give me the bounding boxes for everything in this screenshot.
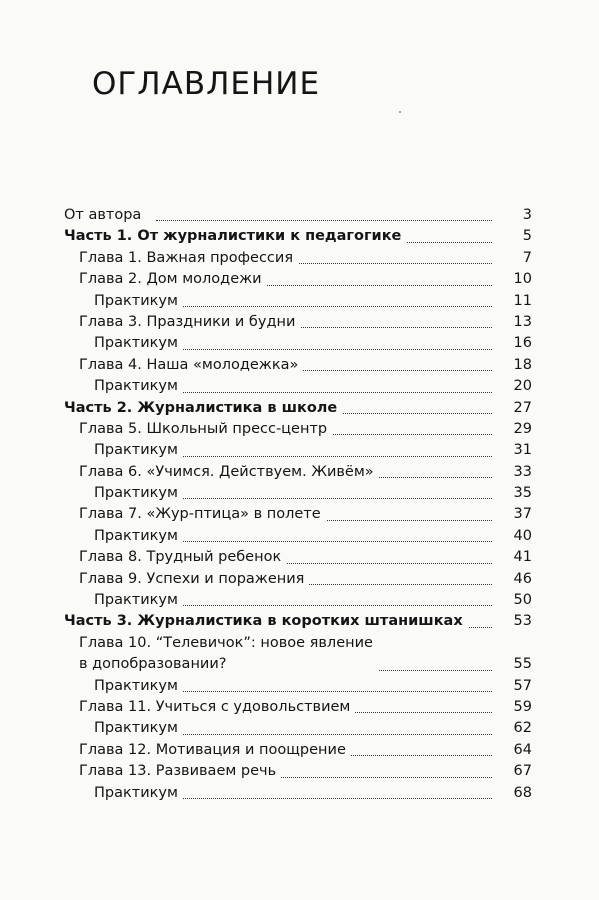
toc-page-number: 59	[513, 699, 532, 715]
toc-chapter-entry	[64, 355, 532, 376]
toc-entry-title: Практикум	[94, 291, 183, 312]
toc-practicum-entry	[64, 590, 532, 611]
toc-practicum-entry	[64, 676, 532, 697]
toc-dot-leader	[156, 498, 492, 499]
toc-page-number: 68	[513, 784, 532, 801]
toc-page-number: 37	[513, 506, 532, 523]
toc-page-number: 50	[513, 592, 532, 609]
toc-page-number: 3	[522, 207, 532, 223]
table-of-contents	[64, 205, 532, 804]
toc-page-number: 55	[513, 656, 532, 673]
toc-practicum-entry	[64, 291, 532, 312]
toc-entry-title: Глава 10. “Телевичок”: новое явление в допобразовании?	[79, 633, 378, 676]
toc-chapter-entry	[64, 462, 532, 483]
toc-practicum-entry	[64, 483, 532, 504]
toc-page-number: 20	[513, 378, 532, 395]
toc-entry-title: Часть 2. Журналистика в школе	[64, 398, 342, 419]
toc-chapter-entry	[64, 312, 532, 333]
toc-dot-leader	[156, 691, 492, 692]
toc-page-number: 10	[513, 271, 532, 288]
toc-practicum-entry	[64, 526, 532, 547]
toc-entry-title: Глава 7. «Жур-птица» в полете	[79, 504, 326, 525]
toc-entry-title: Глава 3. Праздники и будни	[79, 312, 300, 333]
toc-practicum-entry	[64, 376, 532, 397]
toc-page-number: 41	[513, 549, 532, 566]
toc-practicum-entry	[64, 440, 532, 461]
toc-page-number: 62	[513, 720, 532, 737]
toc-entry-title: Глава 12. Мотивация и поощрение	[79, 740, 351, 761]
toc-page-number: 5	[522, 228, 532, 245]
toc-dot-leader	[156, 349, 492, 350]
toc-page-number: 18	[513, 356, 532, 373]
toc-page-number: 64	[513, 741, 532, 758]
toc-page-number: 46	[513, 570, 532, 587]
toc-practicum-entry	[64, 783, 532, 804]
toc-entry-title: Практикум	[94, 440, 183, 461]
toc-entry-title: Глава 2. Дом молодежи	[79, 269, 267, 290]
toc-dot-leader	[156, 456, 492, 457]
toc-chapter-entry	[64, 697, 532, 718]
toc-chapter-entry	[64, 547, 532, 568]
toc-entry-title: Практикум	[94, 483, 183, 504]
toc-page-number: 31	[513, 442, 532, 459]
toc-entry-title: Практикум	[94, 333, 183, 354]
toc-dot-leader	[156, 734, 492, 735]
toc-page-number: 40	[513, 527, 532, 544]
toc-dot-leader	[156, 798, 492, 799]
toc-entry-title: Глава 13. Развиваем речь	[79, 761, 281, 782]
toc-entry-title: Глава 1. Важная профессия	[79, 248, 298, 269]
toc-entry-title: Часть 1. От журналистики к педагогике	[64, 226, 406, 247]
page-title: ОГЛАВЛЕНИЕ	[92, 66, 321, 102]
toc-page-number: 57	[513, 677, 532, 694]
toc-practicum-entry	[64, 718, 532, 739]
toc-page-number: 35	[513, 485, 532, 502]
toc-part-entry	[64, 226, 532, 247]
toc-page-number: 29	[513, 420, 532, 437]
toc-dot-leader	[156, 306, 492, 307]
toc-page-number: 16	[513, 335, 532, 352]
toc-entry-title: Практикум	[94, 676, 183, 697]
toc-entry-title: Практикум	[94, 526, 183, 547]
toc-page-number: 13	[513, 313, 532, 330]
toc-entry-title: Практикум	[94, 718, 183, 739]
toc-entry-title: Практикум	[94, 590, 183, 611]
toc-dot-leader	[156, 220, 492, 221]
toc-page-number: 11	[513, 292, 532, 309]
toc-entry-title: Практикум	[94, 376, 183, 397]
toc-chapter-entry	[64, 633, 532, 676]
toc-page-number: 7	[522, 249, 532, 266]
print-speck	[399, 111, 401, 113]
toc-dot-leader	[156, 605, 492, 606]
toc-chapter-entry	[64, 419, 532, 440]
toc-entry-title: Глава 5. Школьный пресс-центр	[79, 419, 332, 440]
toc-entry	[64, 205, 532, 226]
toc-page-number: 67	[513, 763, 532, 780]
toc-chapter-entry	[64, 569, 532, 590]
toc-entry-title: Практикум	[94, 783, 183, 804]
toc-page-number: 27	[513, 399, 532, 416]
toc-entry-title: Глава 4. Наша «молодежка»	[79, 355, 303, 376]
toc-dot-leader	[156, 392, 492, 393]
toc-dot-leader	[156, 541, 492, 542]
toc-entry-title: Глава 11. Учиться с удовольствием	[79, 697, 355, 718]
toc-entry-title: Часть 3. Журналистика в коротких штанишках	[64, 611, 468, 632]
toc-page-number: 53	[513, 613, 532, 630]
toc-entry-title: Глава 8. Трудный ребенок	[79, 547, 286, 568]
toc-chapter-entry	[64, 269, 532, 290]
toc-practicum-entry	[64, 333, 532, 354]
toc-chapter-entry	[64, 740, 532, 761]
toc-part-entry	[64, 611, 532, 632]
toc-entry-title: Глава 6. «Учимся. Действуем. Живём»	[79, 462, 379, 483]
toc-entry-title: Глава 9. Успехи и поражения	[79, 569, 309, 590]
toc-chapter-entry	[64, 504, 532, 525]
toc-part-entry	[64, 398, 532, 419]
toc-chapter-entry	[64, 248, 532, 269]
toc-chapter-entry	[64, 761, 532, 782]
toc-page-number: 33	[513, 463, 532, 480]
toc-entry-title: От автора	[64, 205, 146, 226]
